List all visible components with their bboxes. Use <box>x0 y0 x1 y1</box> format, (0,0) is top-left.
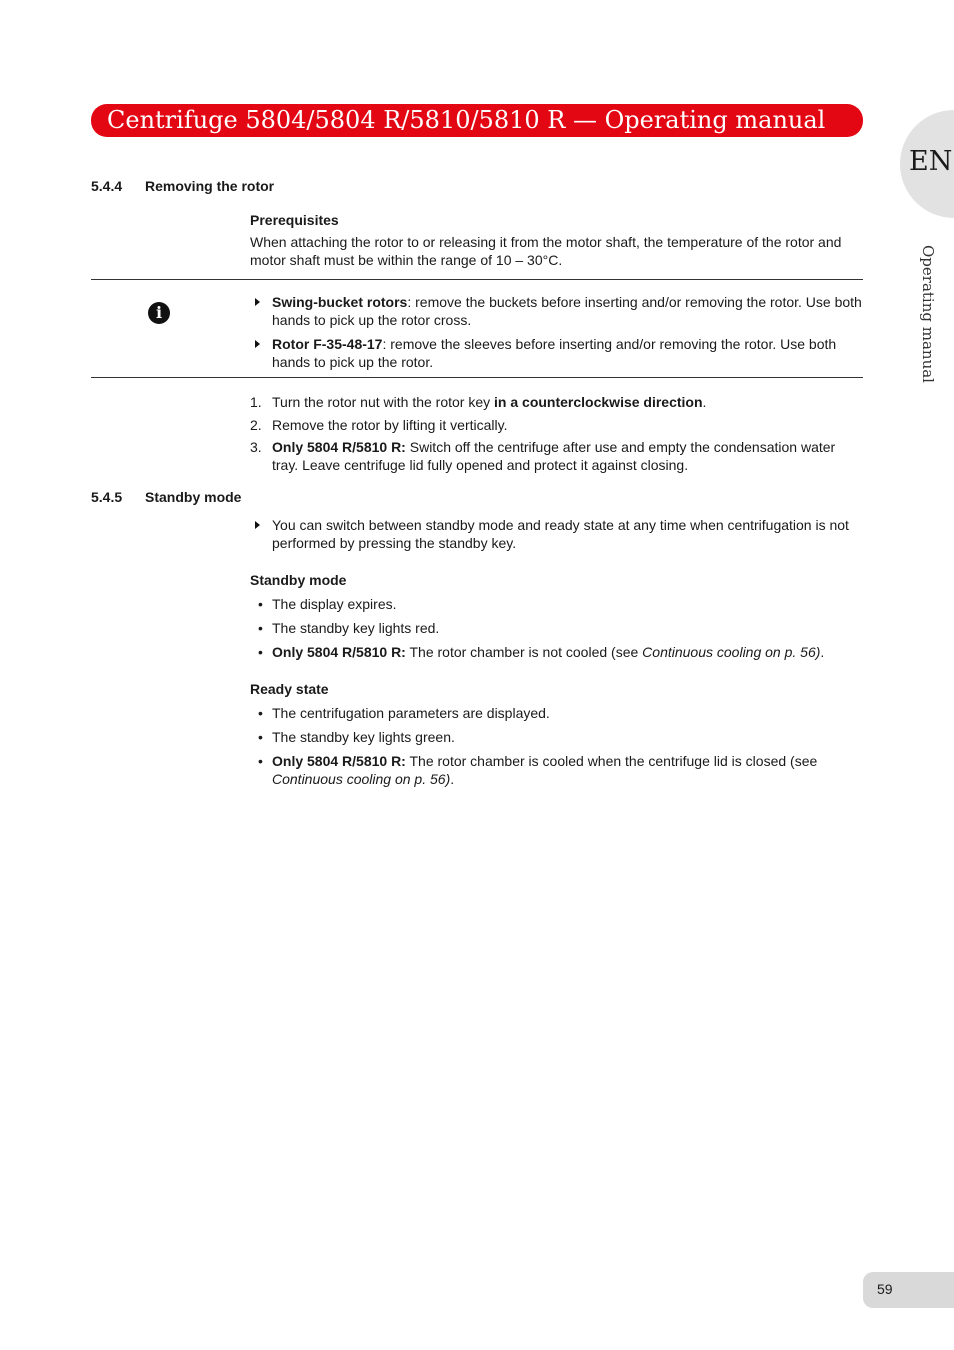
arrow-icon <box>255 340 260 348</box>
page-number-tab <box>863 1272 954 1308</box>
standby-mode-heading: Standby mode <box>250 572 347 588</box>
section-title: Removing the rotor <box>145 178 275 194</box>
language-tab <box>900 110 954 218</box>
ready-state-heading: Ready state <box>250 681 329 697</box>
standby-intro: You can switch between standby mode and ready state at any time when centrifugation is not performed by pressing the standby key. <box>250 516 862 552</box>
prerequisites-text: When attaching the rotor to or releasing it from the motor shaft, the temperature of the rotor and motor shaft must be within the range of 10 – 30°C. <box>250 234 842 268</box>
arrow-icon <box>255 298 260 306</box>
prerequisites-heading: Prerequisites <box>250 212 339 228</box>
list-item: • The standby key lights red. <box>258 620 440 636</box>
info-item: Rotor F-35-48-17: remove the sleeves before inserting and/or removing the rotor. Use both hands to pick up the rotor. <box>250 335 862 371</box>
list-item: • Only 5804 R/5810 R: The rotor chamber is cooled when the centrifuge lid is closed (see Continuous cooling on p. 56). <box>258 753 818 787</box>
page-number: 59 <box>877 1281 893 1297</box>
side-section-label: Operating manual <box>919 245 937 383</box>
arrow-icon <box>255 521 260 529</box>
list-item: • The display expires. <box>258 596 397 612</box>
info-item: Swing-bucket rotors: remove the buckets before inserting and/or removing the rotor. Use both hands to pick up the rotor cross. <box>250 293 862 329</box>
list-item: • Only 5804 R/5810 R: The rotor chamber is not cooled (see Continuous cooling on p. 56). <box>258 644 825 660</box>
section-heading-5-4-4 <box>91 178 274 194</box>
section-heading-5-4-5 <box>91 489 241 505</box>
section-number: 5.4.4 <box>91 178 123 194</box>
step-item: 3. Only 5804 R/5810 R: Switch off the centrifuge after use and empty the condensation water tray. Leave centrifuge lid fully opened and protect it against closing. <box>250 439 836 473</box>
step-item: 2. Remove the rotor by lifting it vertically. <box>250 417 508 433</box>
document-title-banner: Centrifuge 5804/5804 R/5810/5810 R — Operating manual <box>91 104 863 137</box>
section-number: 5.4.5 <box>91 489 123 505</box>
list-item: • The centrifugation parameters are displayed. <box>258 705 550 721</box>
language-label: EN <box>909 146 953 177</box>
divider-top <box>91 279 863 280</box>
list-item: • The standby key lights green. <box>258 729 455 745</box>
section-title: Standby mode <box>145 489 242 505</box>
step-item: 1. Turn the rotor nut with the rotor key in a counterclockwise direction. <box>250 394 707 410</box>
divider-bottom <box>91 377 863 378</box>
info-icon: i <box>148 302 170 324</box>
